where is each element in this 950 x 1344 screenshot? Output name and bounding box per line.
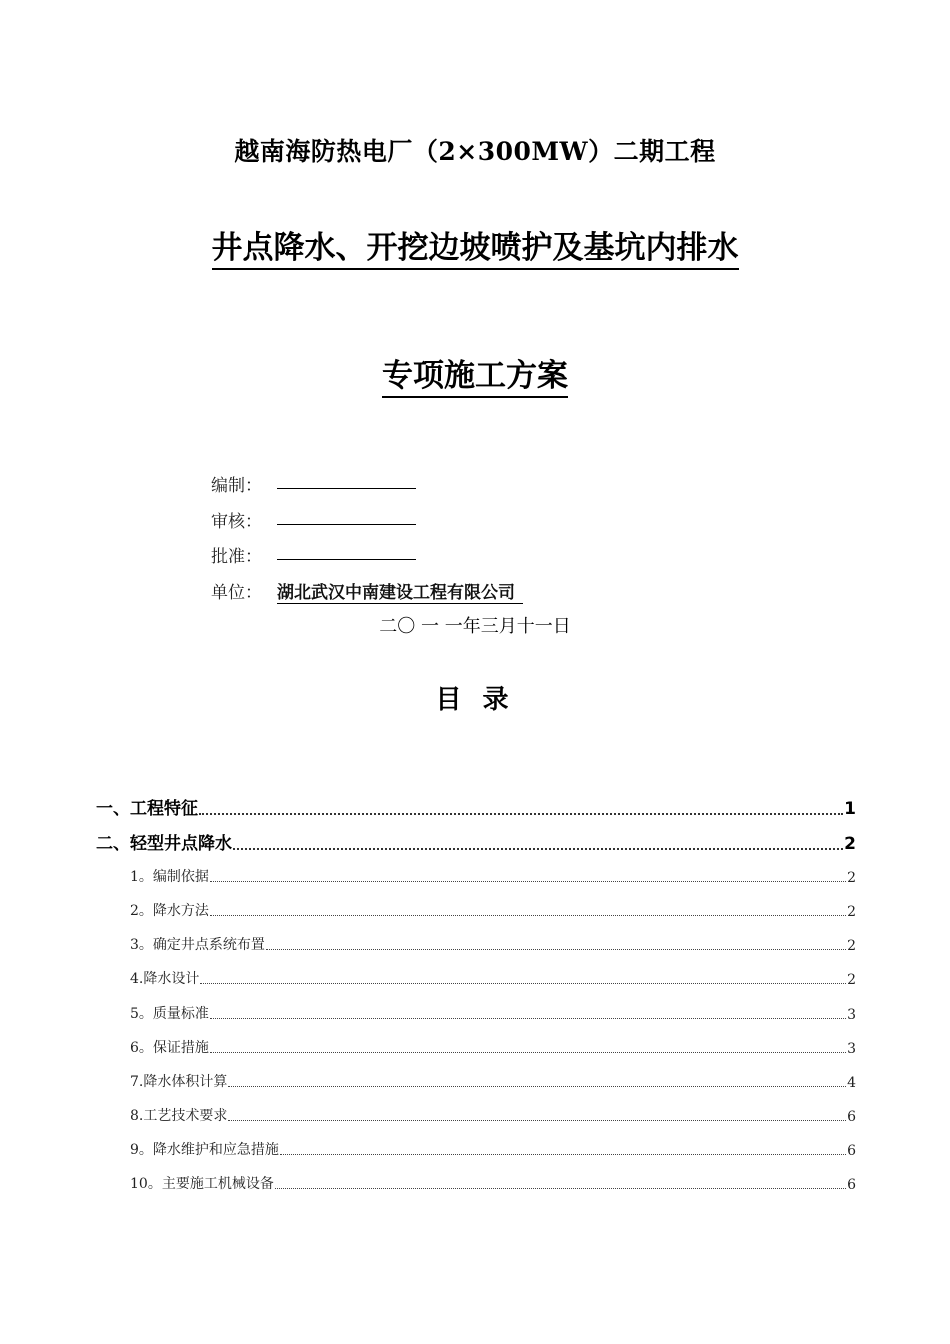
toc-leader-dots: [199, 813, 843, 815]
toc-item-label: 10。主要施工机械设备: [130, 1176, 274, 1192]
toc-item[interactable]: [96, 829, 856, 854]
toc-item[interactable]: [130, 1037, 856, 1057]
project-title: 越南海防热电厂（2×300MW）二期工程: [234, 137, 716, 166]
compile-signature-line: [277, 488, 416, 489]
toc-item-page: 2: [847, 938, 856, 954]
toc-item[interactable]: [130, 934, 856, 954]
toc-item-page: 3: [847, 1007, 856, 1023]
unit-label: 单位：: [211, 583, 262, 603]
toc-item-label: 2。降水方法: [130, 903, 209, 919]
document-date: 二〇 一 一年三月十一日: [379, 616, 571, 637]
approve-label: 批准：: [211, 547, 262, 567]
toc-item-page: 2: [844, 834, 856, 854]
toc-item-label: 4.降水设计: [130, 971, 200, 987]
review-signature-line: [277, 524, 416, 525]
toc-item[interactable]: [130, 1139, 856, 1159]
toc-item[interactable]: [130, 866, 856, 886]
toc-item[interactable]: [96, 794, 856, 819]
toc-item-page: 1: [844, 799, 856, 819]
toc-item-label: 9。降水维护和应急措施: [130, 1142, 279, 1158]
toc-item-page: 2: [847, 972, 856, 988]
toc-item[interactable]: [130, 1173, 856, 1193]
toc-item-label: 8.工艺技术要求: [130, 1108, 228, 1124]
toc-item-page: 2: [847, 904, 856, 920]
toc-leader-dots: [275, 1188, 846, 1189]
toc-item-label: 二、轻型井点降水: [96, 834, 232, 854]
toc-leader-dots: [233, 848, 843, 850]
toc-item-page: 6: [847, 1109, 856, 1125]
toc-item-page: 3: [847, 1041, 856, 1057]
compile-label: 编制：: [211, 476, 262, 496]
toc-item-label: 一、工程特征: [96, 799, 198, 819]
toc-leader-dots: [210, 1018, 846, 1019]
toc-leader-dots: [266, 949, 846, 950]
toc-item-label: 5。质量标准: [130, 1006, 209, 1022]
toc-item-page: 2: [847, 870, 856, 886]
toc-item[interactable]: [130, 1003, 856, 1023]
toc-item-page: 6: [847, 1143, 856, 1159]
toc-item[interactable]: [130, 1105, 856, 1125]
main-title-line1: [0, 222, 950, 267]
toc-item-label: 1。编制依据: [130, 869, 209, 885]
toc-leader-dots: [280, 1154, 846, 1155]
toc-leader-dots: [228, 1120, 846, 1121]
toc-item-label: 6。保证措施: [130, 1040, 209, 1056]
main-title-line2: [0, 350, 950, 395]
toc-item[interactable]: [130, 900, 856, 920]
toc-item-label: 7.降水体积计算: [130, 1074, 228, 1090]
toc-title: 目 录: [435, 685, 515, 715]
unit-value: 湖北武汉中南建设工程有限公司: [277, 578, 523, 604]
toc-item[interactable]: [130, 1071, 856, 1091]
approve-signature-line: [277, 559, 416, 560]
main-title-line1-text: 井点降水、开挖边坡喷护及基坑内排水: [212, 230, 739, 270]
toc-leader-dots: [200, 983, 846, 984]
toc-leader-dots: [228, 1086, 846, 1087]
toc-leader-dots: [210, 915, 846, 916]
toc-item-page: 6: [847, 1177, 856, 1193]
toc-leader-dots: [210, 881, 846, 882]
toc-leader-dots: [210, 1052, 846, 1053]
toc-item-page: 4: [847, 1075, 856, 1091]
toc-item[interactable]: [130, 968, 856, 988]
review-label: 审核：: [211, 512, 262, 532]
main-title-line2-text: 专项施工方案: [382, 358, 568, 398]
toc-item-label: 3。确定井点系统布置: [130, 937, 265, 953]
